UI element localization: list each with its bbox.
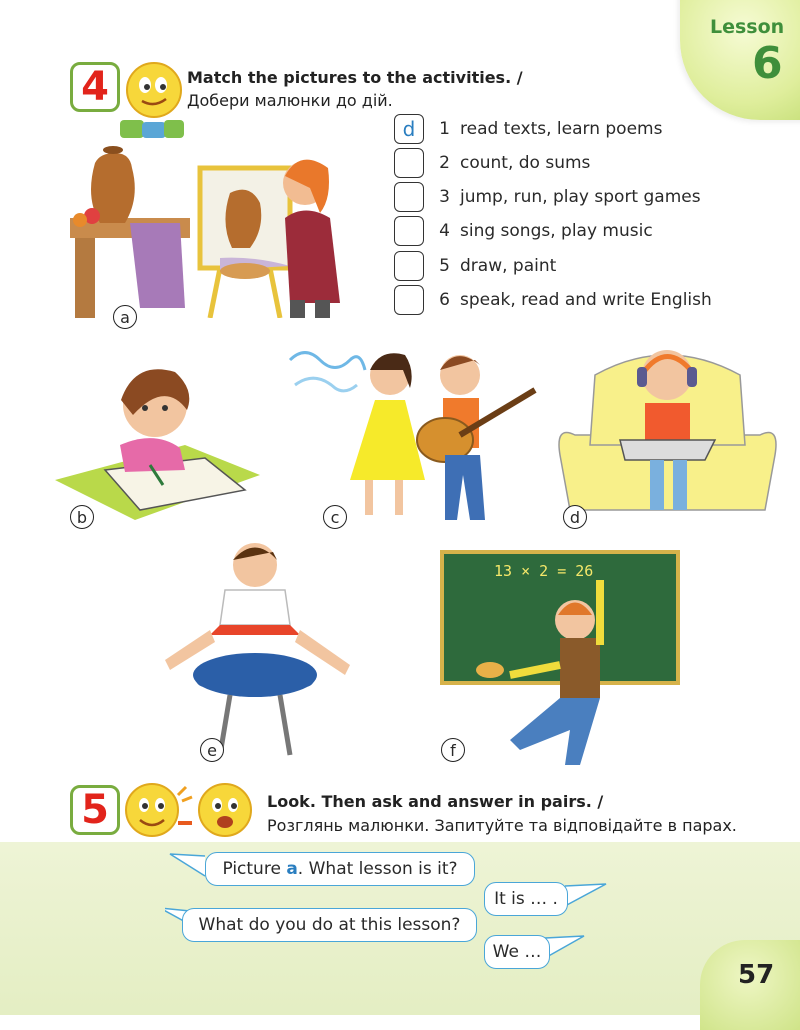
exercise-5-number: 5 — [70, 785, 120, 835]
answer-row — [394, 148, 590, 178]
activity-text: draw, paint — [460, 256, 557, 276]
picture-label: d — [563, 505, 587, 529]
speech-bubble-question-2: What do you do at this lesson? — [182, 908, 477, 942]
answer-number: 2 — [439, 153, 450, 173]
bubble-text: . What lesson is it? — [297, 859, 458, 879]
exercise-4-instruction-en: Match the pictures to the activities. / — [187, 68, 523, 87]
exercise-4-number: 4 — [70, 62, 120, 112]
picture-e-vaulting-boy — [155, 540, 370, 760]
picture-label: f — [441, 738, 465, 762]
picture-a-painting-girl — [70, 128, 370, 318]
answer-box[interactable] — [394, 285, 424, 315]
answer-box[interactable] — [394, 182, 424, 212]
answer-number: 1 — [439, 119, 450, 139]
answer-number: 5 — [439, 256, 450, 276]
picture-label: a — [113, 305, 137, 329]
answer-row — [394, 251, 556, 281]
speech-bubble-answer-2: We … — [484, 935, 550, 969]
speech-bubble-answer-1: It is … . — [484, 882, 568, 916]
picture-label: c — [323, 505, 347, 529]
answer-box[interactable] — [394, 251, 424, 281]
exercise-5-instruction-en: Look. Then ask and answer in pairs. / — [267, 792, 604, 811]
picture-label: b — [70, 505, 94, 529]
answer-number: 4 — [439, 221, 450, 241]
activity-text: count, do sums — [460, 153, 591, 173]
speech-bubble-question-1 — [205, 852, 475, 886]
answer-box[interactable]: d — [394, 114, 424, 144]
answer-row — [394, 182, 701, 212]
blackboard-sum: 13 × 2 = 26 — [494, 562, 594, 580]
page-number: 57 — [738, 960, 775, 990]
picture-c-music-children — [285, 340, 545, 535]
activity-text: sing songs, play music — [460, 221, 653, 241]
bubble-text: Picture — [222, 859, 281, 879]
picture-d-reading-boy — [555, 335, 780, 525]
answer-number: 3 — [439, 187, 450, 207]
activity-text: read texts, learn poems — [460, 119, 663, 139]
lesson-label: Lesson — [710, 16, 785, 38]
picture-b-writing-girl — [55, 360, 265, 525]
answer-row — [394, 114, 662, 144]
bubble-highlight: a — [286, 859, 298, 879]
activity-text: jump, run, play sport games — [460, 187, 701, 207]
answer-row — [394, 285, 712, 315]
answer-row — [394, 216, 653, 246]
exercise-4-instruction-uk: Добери малюнки до дій. — [187, 91, 393, 110]
talking-smileys-icon — [120, 775, 260, 845]
exercise-5-instruction-uk: Розглянь малюнки. Запитуйте та відповідайте в парах. — [267, 816, 737, 835]
answer-box[interactable] — [394, 148, 424, 178]
activity-text: speak, read and write English — [460, 290, 712, 310]
answer-box[interactable] — [394, 216, 424, 246]
picture-label: e — [200, 738, 224, 762]
lesson-number: 6 — [752, 38, 783, 89]
picture-f-counting-boy — [470, 570, 650, 765]
answer-number: 6 — [439, 290, 450, 310]
